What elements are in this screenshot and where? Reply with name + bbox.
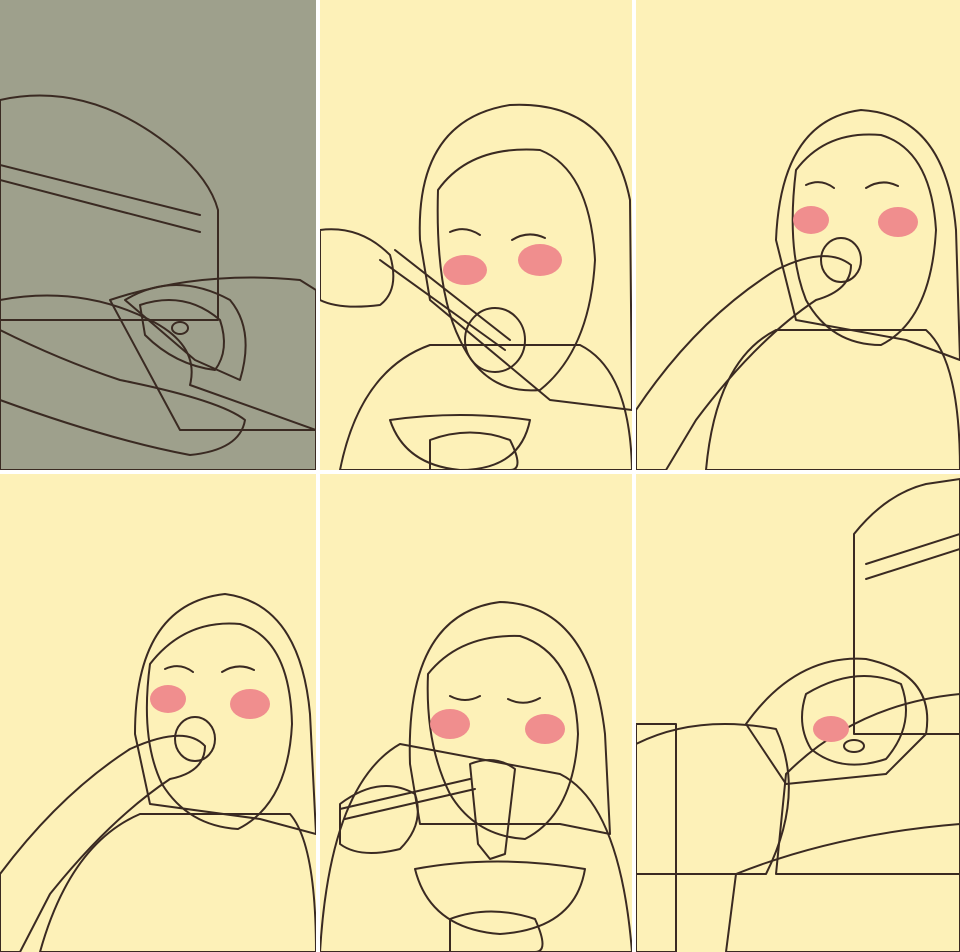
blush — [813, 716, 849, 742]
right-blush — [518, 244, 562, 276]
left-blush — [793, 206, 829, 234]
dumpling-illustration — [636, 0, 960, 470]
panel-eating-dumpling-again — [0, 474, 316, 952]
left-blush — [430, 709, 470, 739]
wall — [320, 474, 632, 952]
back-to-sleep-illustration — [636, 474, 960, 952]
sleeping-illustration — [0, 0, 316, 470]
panel-sleeping — [0, 0, 316, 470]
wall — [320, 0, 632, 470]
right-blush — [230, 689, 270, 719]
panel-slurping-noodles — [320, 474, 632, 952]
wall — [0, 474, 316, 952]
right-blush — [878, 207, 918, 237]
panel-chopsticks-meat — [320, 0, 632, 470]
panel-back-to-sleep — [636, 474, 960, 952]
chopsticks-illustration — [320, 0, 632, 470]
left-blush — [150, 685, 186, 713]
wall — [636, 474, 960, 952]
wall — [0, 0, 316, 470]
panel-eating-dumpling — [636, 0, 960, 470]
dumpling-again-illustration — [0, 474, 316, 952]
wall — [636, 0, 960, 470]
noodles-illustration — [320, 474, 632, 952]
right-blush — [525, 714, 565, 744]
left-blush — [443, 255, 487, 285]
